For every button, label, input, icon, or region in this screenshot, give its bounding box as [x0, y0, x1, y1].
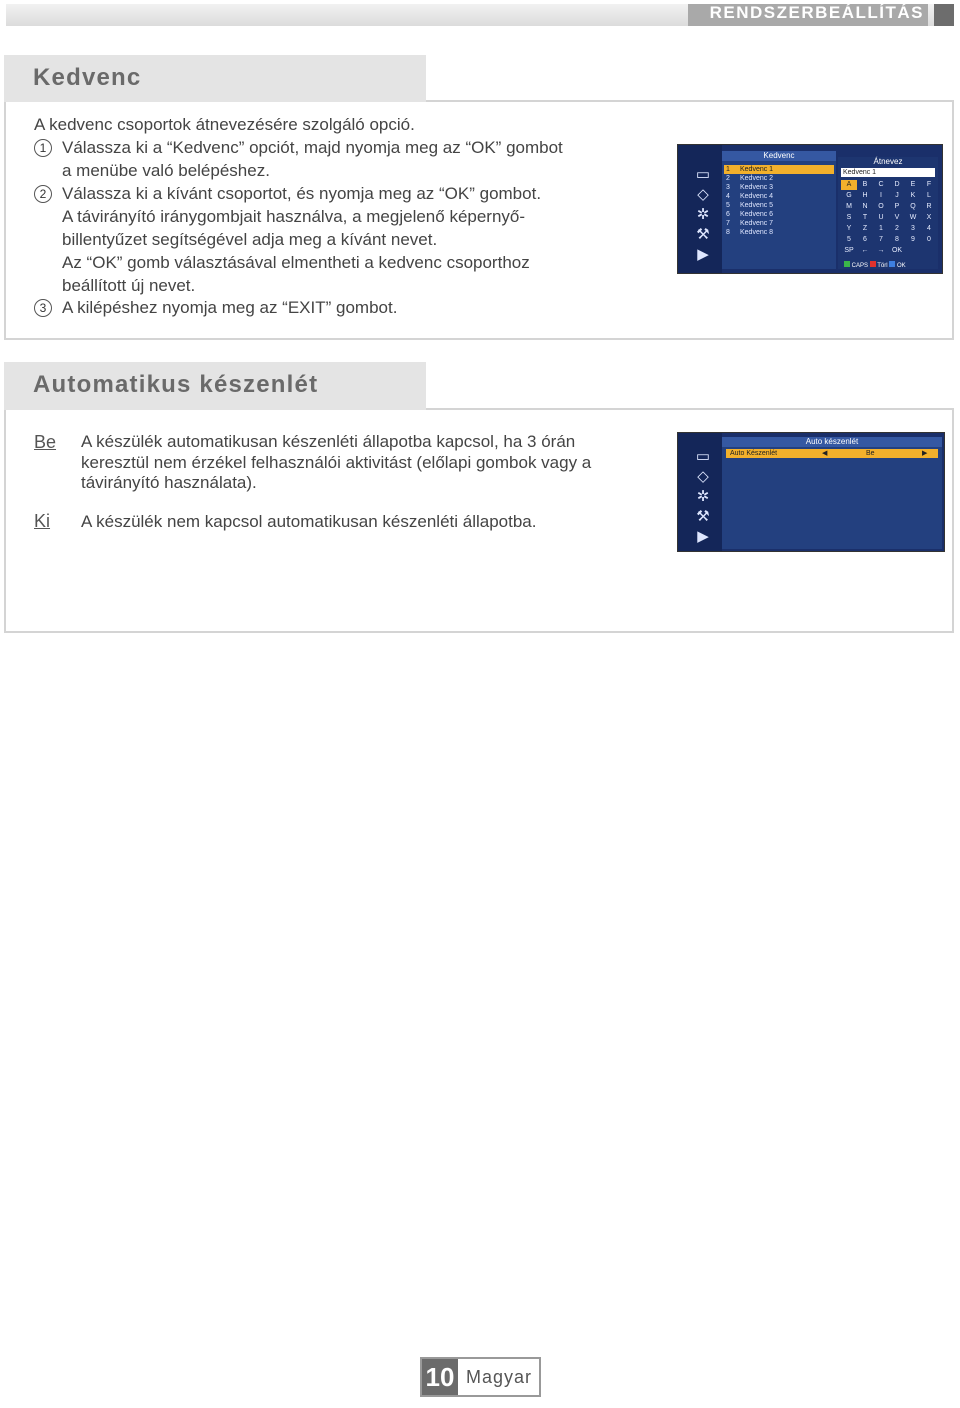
- keyboard-key[interactable]: 6: [863, 236, 867, 243]
- header-title: RENDSZERBEÁLLÍTÁS: [709, 3, 924, 22]
- option-label-be: Be: [34, 432, 57, 452]
- menu-icon-sidebar: [678, 145, 722, 273]
- kedvenc-menu-screenshot: [677, 144, 943, 274]
- keyboard-key[interactable]: T: [862, 214, 868, 221]
- favorite-item-number: 7: [726, 220, 730, 227]
- kedvenc-step-2-line-4: Az “OK” gomb választásával elmentheti a kedvenc csoporthoz: [62, 253, 530, 272]
- keyboard-key[interactable]: E: [910, 181, 916, 188]
- keyboard-key[interactable]: X: [926, 214, 932, 221]
- kedvenc-step-1-text: Válassza ki a “Kedvenc” opciót, majd nyomja meg az “OK” gombot: [62, 138, 563, 157]
- delete-label: Törl: [877, 263, 888, 269]
- favorite-item-number: 6: [726, 211, 730, 218]
- settings-icon: ✲: [696, 488, 710, 505]
- auto-section-title: Automatikus készenlét: [33, 371, 319, 398]
- rename-input: Kedvenc 1: [841, 168, 935, 177]
- kedvenc-step-3: [34, 297, 397, 320]
- keyboard-key[interactable]: N: [862, 203, 868, 210]
- favorite-list-panel: [722, 151, 836, 269]
- favorite-list-item[interactable]: [724, 219, 834, 228]
- kedvenc-step-1-continued: a menübe való belépéshez.: [62, 161, 270, 180]
- option-label-ki: Ki: [34, 511, 51, 531]
- step-number-2: 2: [34, 185, 52, 203]
- blue-key-icon: [889, 261, 895, 267]
- favorite-item-name: Kedvenc 5: [740, 202, 774, 209]
- caps-label: CAPS: [851, 263, 869, 269]
- kedvenc-step-3-text: A kilépéshez nyomja meg az “EXIT” gombot.: [62, 298, 398, 317]
- keyboard-key[interactable]: 4: [927, 225, 931, 232]
- page-footer: [420, 1357, 541, 1397]
- keyboard-key[interactable]: 9: [911, 236, 915, 243]
- auto-standby-row: [726, 449, 938, 458]
- favorite-item-number: 2: [726, 175, 730, 182]
- media-icon: ▶: [697, 246, 709, 263]
- red-key-icon: [870, 261, 876, 267]
- satellite-icon: ◇: [697, 186, 709, 203]
- keyboard-key[interactable]: O: [878, 203, 884, 210]
- favorite-list-item[interactable]: [724, 174, 834, 183]
- keyboard-key[interactable]: OK: [891, 247, 903, 254]
- green-key-icon: [844, 261, 850, 267]
- keyboard-key[interactable]: Q: [910, 203, 916, 210]
- auto-standby-row-label: Auto Készenlét: [730, 450, 778, 457]
- kedvenc-step-2-line-3: billentyűzet segítségével adja meg a kívánt nevet.: [62, 230, 438, 249]
- tools-icon: ⚒: [696, 508, 710, 525]
- step-number-3: 3: [34, 299, 52, 317]
- favorite-item-name: Kedvenc 8: [740, 229, 774, 236]
- keyboard-key[interactable]: ←: [861, 247, 869, 254]
- kedvenc-step-2-line-2: A távirányító iránygombjait használva, a megjelenő képernyő-: [62, 207, 526, 226]
- keyboard-key[interactable]: A: [841, 180, 857, 190]
- favorite-list-item[interactable]: [724, 165, 834, 174]
- page-number: 10: [422, 1359, 458, 1395]
- favorite-item-name: Kedvenc 7: [740, 220, 774, 227]
- keyboard-key[interactable]: P: [894, 203, 900, 210]
- keyboard-key[interactable]: K: [910, 192, 916, 199]
- auto-standby-screenshot: [677, 432, 945, 552]
- ok-label: OK: [896, 263, 906, 269]
- tv-icon: ▭: [695, 448, 711, 465]
- kedvenc-section-title: Kedvenc: [33, 64, 142, 91]
- favorite-item-name: Kedvenc 6: [740, 211, 774, 218]
- keyboard-key[interactable]: F: [926, 181, 932, 188]
- tv-icon: ▭: [695, 166, 711, 183]
- keyboard-key[interactable]: V: [894, 214, 900, 221]
- keyboard-key[interactable]: G: [846, 192, 852, 199]
- keyboard-key[interactable]: D: [894, 181, 900, 188]
- favorite-list-item[interactable]: [724, 228, 834, 237]
- keyboard-key[interactable]: 7: [879, 236, 883, 243]
- kedvenc-intro: A kedvenc csoportok átnevezésére szolgáló opció.: [34, 115, 415, 134]
- favorite-item-name: Kedvenc 1: [740, 166, 774, 173]
- kedvenc-step-2-text: Válassza ki a kívánt csoportot, és nyomja meg az “OK” gombot.: [62, 184, 542, 203]
- keyboard-key[interactable]: R: [926, 203, 932, 210]
- rename-title: Átnevez: [873, 157, 903, 166]
- keyboard-key[interactable]: B: [862, 181, 868, 188]
- auto-standby-panel: [722, 437, 942, 549]
- keyboard-key[interactable]: SP: [844, 247, 854, 254]
- rename-keyboard-panel: [838, 157, 938, 269]
- settings-icon: ✲: [696, 206, 710, 223]
- keyboard-footer: [844, 261, 906, 269]
- favorite-item-number: 4: [726, 193, 730, 200]
- auto-standby-row-value: Be: [866, 450, 875, 457]
- favorite-item-number: 5: [726, 202, 730, 209]
- favorite-list-item[interactable]: [724, 201, 834, 210]
- step-number-1: 1: [34, 139, 52, 157]
- kedvenc-step-2-line-5: beállított új nevet.: [62, 276, 196, 295]
- favorite-list-item[interactable]: [724, 192, 834, 201]
- option-text-be: A készülék automatikusan készenléti állapotba kapcsol, ha 3 órán keresztül nem érzékel felhasználói aktivitást (előlapi gombok vagy a távirányító használata).: [81, 432, 592, 492]
- keyboard-key[interactable]: M: [846, 203, 852, 210]
- media-icon: ▶: [697, 528, 709, 545]
- keyboard-key[interactable]: 5: [847, 236, 851, 243]
- favorite-item-number: 8: [726, 229, 730, 236]
- keyboard-key[interactable]: 1: [879, 225, 883, 232]
- favorite-item-name: Kedvenc 3: [740, 184, 774, 191]
- kedvenc-step-1: [34, 137, 563, 160]
- keyboard-key[interactable]: 0: [927, 236, 931, 243]
- satellite-icon: ◇: [697, 468, 709, 485]
- tools-icon: ⚒: [696, 226, 710, 243]
- keyboard-key[interactable]: U: [878, 214, 884, 221]
- keyboard-key[interactable]: Y: [846, 225, 852, 232]
- favorite-item-number: 1: [726, 166, 730, 173]
- favorite-item-number: 3: [726, 184, 730, 191]
- keyboard-key[interactable]: W: [909, 214, 917, 221]
- favorite-item-name: Kedvenc 2: [740, 175, 774, 182]
- keyboard-key[interactable]: L: [927, 192, 931, 199]
- page-language: Magyar: [466, 1367, 533, 1387]
- keyboard-key[interactable]: →: [877, 247, 885, 254]
- header-end-block: [934, 4, 954, 26]
- favorite-list-item[interactable]: [724, 210, 834, 219]
- favorite-item-name: Kedvenc 4: [740, 193, 774, 200]
- option-text-ki: A készülék nem kapcsol automatikusan készenléti állapotba.: [81, 512, 537, 531]
- keyboard-key[interactable]: C: [878, 181, 884, 188]
- favorite-list-title: Kedvenc: [722, 151, 836, 161]
- arrow-left-icon: ◀: [822, 450, 828, 457]
- auto-standby-title: Auto készenlét: [722, 437, 942, 447]
- keyboard-key[interactable]: I: [880, 192, 882, 199]
- keyboard-key[interactable]: S: [846, 214, 852, 221]
- keyboard-key[interactable]: J: [895, 192, 899, 199]
- keyboard-key[interactable]: Z: [862, 225, 868, 232]
- keyboard-key[interactable]: 3: [911, 225, 915, 232]
- kedvenc-step-2: [34, 183, 541, 206]
- keyboard-key[interactable]: H: [862, 192, 868, 199]
- favorite-list-item[interactable]: [724, 183, 834, 192]
- menu-icon-sidebar-2: [678, 433, 722, 551]
- keyboard-key[interactable]: 2: [895, 225, 899, 232]
- arrow-right-icon: ▶: [922, 450, 928, 457]
- keyboard-key[interactable]: 8: [895, 236, 899, 243]
